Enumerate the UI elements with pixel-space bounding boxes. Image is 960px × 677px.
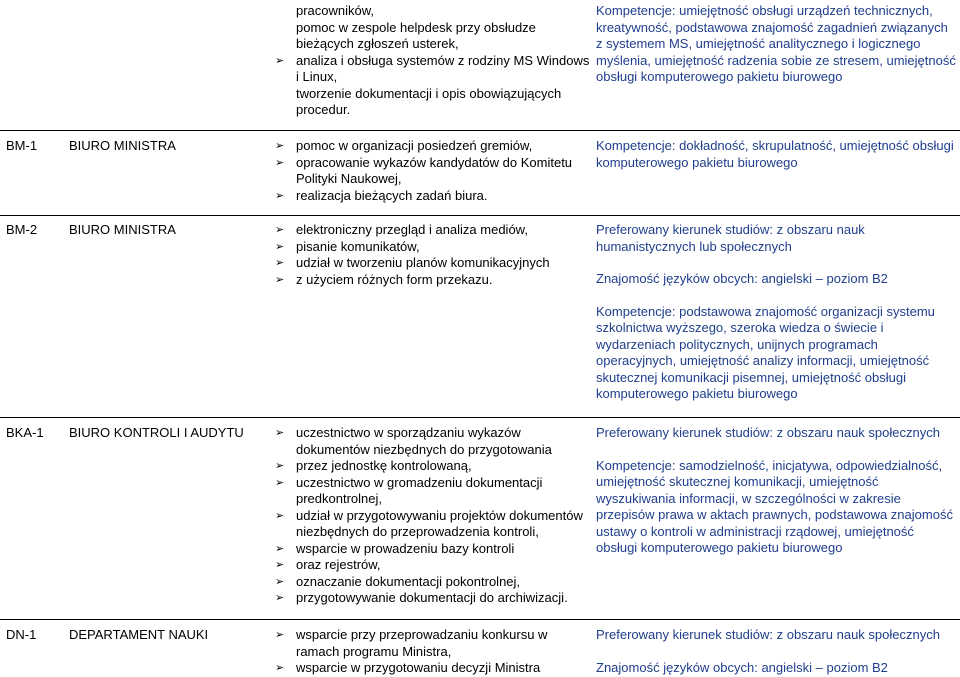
field-label: Preferowany kierunek studiów: — [596, 222, 774, 237]
list-item: ➢ wsparcie w przygotowaniu decyzji Ministra — [275, 660, 590, 677]
field-label: Kompetencje: — [596, 303, 676, 319]
competencies — [596, 304, 956, 403]
list-item: ➢ opracowanie wykazów kandydatów do Komitetu Polityki Naukowej, — [275, 155, 590, 188]
field-label: Preferowany kierunek studiów: — [596, 425, 774, 440]
languages — [596, 660, 956, 677]
preferred-studies — [596, 425, 956, 442]
field-value: angielski – poziom B2 — [757, 659, 888, 675]
unit-code: DN-1 — [6, 627, 37, 642]
requirements — [596, 425, 956, 557]
field-value: z obszaru nauk społecznych — [773, 425, 940, 440]
field-label: Kompetencje: — [596, 457, 676, 473]
list-item: ➢ uczestnictwo w sporządzaniu wykazów dokumentów niezbędnych do przygotowania — [275, 425, 590, 458]
field-label: Znajomość języków obcych: — [596, 659, 758, 675]
competencies — [596, 3, 956, 86]
row-divider — [0, 130, 960, 131]
unit-name: DEPARTAMENT NAUKI — [69, 627, 209, 642]
field-value: angielski – poziom B2 — [757, 271, 888, 286]
row-divider — [0, 215, 960, 216]
field-value: umiejętność obsługi urządzeń technicznych, kreatywność, podstawowa znajomość zagadnień związanych z systemem MS, umiejętność analitycznego i logicznego myślenia, umiejętność radzenia sobie ze stresem, umiejętność obsługi komputerowego pakietu biurowego — [596, 3, 956, 84]
requirements — [596, 3, 956, 86]
unit-name: BIURO MINISTRA — [69, 222, 176, 237]
field-value: samodzielność, inicjatywa, odpowiedzialność, umiejętność skutecznej komunikacji, umiejętność wyszukiwania informacji, w szczególności w zakresie przepisów prawa w aktach prawnych, podstawowa znajomość ustawy o kontroli w administracji rządowej, umiejętność obsługi komputerowego pakietu biurowego — [596, 457, 953, 555]
field-label: Znajomość języków obcych: — [596, 271, 758, 286]
list-item: ➢ elektroniczny przegląd i analiza mediów, — [275, 222, 590, 239]
task-list — [275, 222, 590, 288]
task-list — [275, 627, 590, 677]
unit-code: BM-1 — [6, 138, 38, 153]
competencies — [596, 138, 956, 171]
field-value: z obszaru nauk społecznych — [773, 627, 940, 642]
preferred-studies — [596, 222, 956, 255]
field-label: Kompetencje: — [596, 138, 676, 153]
list-item: ➢ przygotowywanie dokumentacji do archiwizacji. — [275, 590, 590, 607]
requirements — [596, 222, 956, 403]
field-value: dokładność, skrupulatność, umiejętność obsługi komputerowego pakietu biurowego — [596, 138, 954, 170]
languages — [596, 271, 956, 288]
list-item: ➢ analiza i obsługa systemów z rodziny MS Windows i Linux, — [275, 53, 590, 86]
unit-name: BIURO MINISTRA — [69, 138, 176, 153]
field-label: Preferowany kierunek studiów: — [596, 627, 774, 642]
list-item: ➢ pomoc w organizacji posiedzeń gremiów, — [275, 138, 590, 155]
list-item: pracowników, — [296, 3, 375, 18]
requirements — [596, 138, 956, 171]
list-item: ➢ wsparcie przy przeprowadzaniu konkursu w ramach programu Ministra, — [275, 627, 590, 660]
row-divider — [0, 619, 960, 620]
row-divider — [0, 417, 960, 418]
list-item: ➢ wsparcie w prowadzeniu bazy kontroli — [275, 541, 590, 558]
list-item: ➢ uczestnictwo w gromadzeniu dokumentacji predkontrolnej, — [275, 475, 590, 508]
list-item: ➢ z użyciem różnych form przekazu. — [275, 272, 590, 289]
field-value: podstawowa znajomość organizacji systemu szkolnictwa wyższego, szeroka wiedza o świecie i wydarzeniach politycznych, unijnych programach operacyjnych, umiejętność analizy informacji, umiejętność skutecznej komunikacji pisemnej, umiejętność obsługi komputerowego pakietu biurowego — [596, 303, 935, 401]
list-item: ➢ pisanie komunikatów, — [275, 239, 590, 256]
list-item: ➢ oznaczanie dokumentacji pokontrolnej, — [275, 574, 590, 591]
competencies — [596, 458, 956, 557]
unit-code: BM-2 — [6, 222, 38, 237]
field-value: z obszaru nauk humanistycznych lub społecznych — [596, 222, 865, 254]
field-label: Kompetencje: — [596, 3, 676, 18]
list-item: ➢ przez jednostkę kontrolowaną, — [275, 458, 590, 475]
list-item: ➢ realizacja bieżących zadań biura. — [275, 188, 590, 205]
list-item: tworzenie dokumentacji i opis obowiązujących procedur. — [296, 85, 562, 117]
list-item: ➢ udział w przygotowywaniu projektów dokumentów niezbędnych do przeprowadzenia kontroli, — [275, 508, 590, 541]
unit-code: BKA-1 — [6, 425, 44, 440]
requirements — [596, 627, 956, 676]
list-item: ➢ udział w tworzeniu planów komunikacyjnych — [275, 255, 590, 272]
unit-name: BIURO KONTROLI I AUDYTU — [69, 425, 244, 440]
task-list — [275, 425, 590, 607]
preferred-studies — [596, 627, 956, 644]
task-list — [275, 3, 590, 119]
list-item: ➢ oraz rejestrów, — [275, 557, 590, 574]
task-list — [275, 138, 590, 204]
list-item: pomoc w zespole helpdesk przy obsłudze bieżących zgłoszeń usterek, — [296, 19, 536, 51]
